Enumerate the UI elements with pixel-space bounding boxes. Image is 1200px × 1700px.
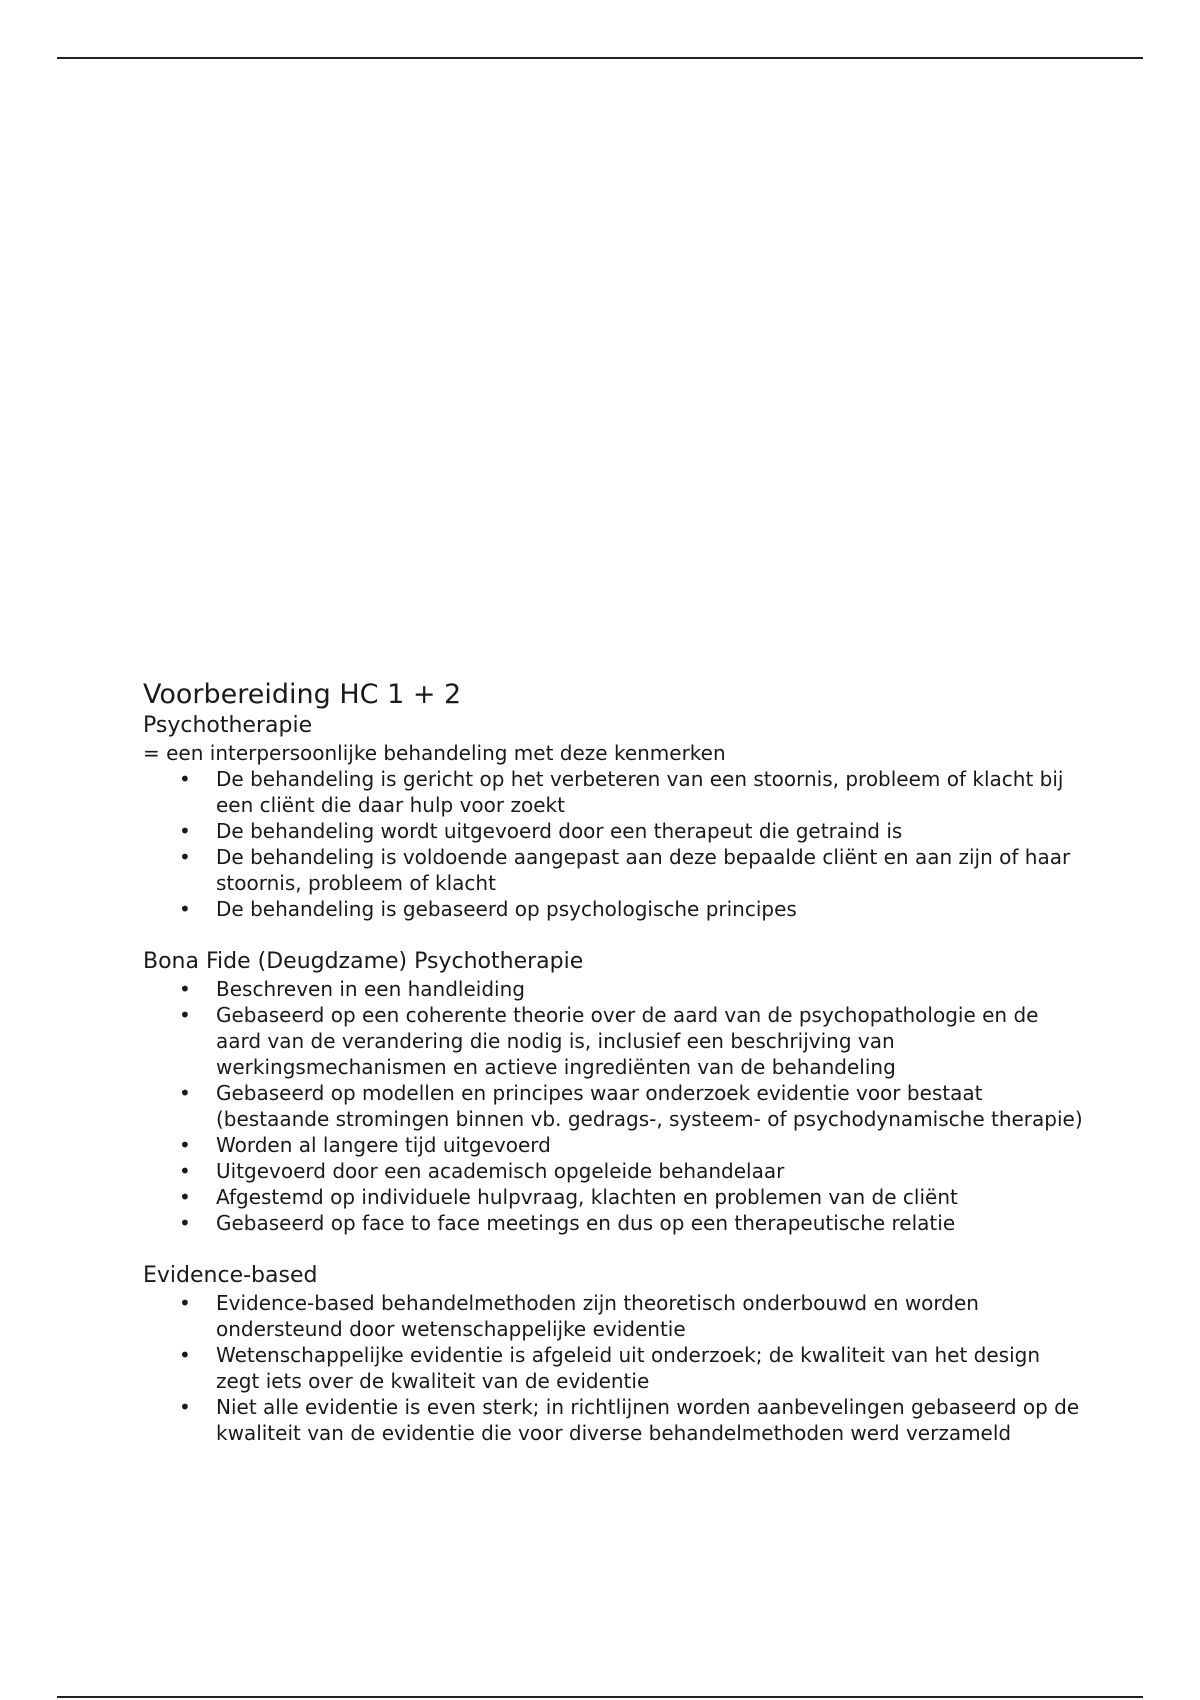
- list-item: [143, 844, 1083, 896]
- bullet-list: [143, 766, 1083, 922]
- list-item: [143, 1184, 1083, 1210]
- list-item-text: Niet alle evidentie is even sterk; in richtlijnen worden aanbevelingen gebaseerd op de kwaliteit van de evidentie die voor diverse behandelmethoden werd verzameld: [216, 1395, 1080, 1445]
- list-item-text: Evidence-based behandelmethoden zijn theoretisch onderbouwd en worden ondersteund door wetenschappelijke evidentie: [216, 1291, 979, 1341]
- list-item-text: De behandeling is voldoende aangepast aan deze bepaalde cliënt en aan zijn of haar stoornis, probleem of klacht: [216, 845, 1071, 895]
- list-item: [143, 1158, 1083, 1184]
- bullet-icon: •: [179, 1395, 191, 1419]
- bullet-icon: •: [179, 1159, 191, 1183]
- footer-rule: [57, 1696, 1143, 1698]
- bullet-icon: •: [179, 1133, 191, 1157]
- list-item-text: Wetenschappelijke evidentie is afgeleid uit onderzoek; de kwaliteit van het design zegt iets over de kwaliteit van de evidentie: [216, 1343, 1041, 1393]
- bullet-icon: •: [179, 1185, 191, 1209]
- list-item-text: Worden al langere tijd uitgevoerd: [216, 1133, 551, 1157]
- section-evidence-based: [143, 1262, 1083, 1446]
- bullet-icon: •: [179, 1081, 191, 1105]
- definition-text: = een interpersoonlijke behandeling met deze kenmerken: [143, 741, 726, 765]
- document-body: [143, 678, 1083, 1446]
- section-heading: Evidence-based: [143, 1263, 318, 1288]
- list-item-text: Uitgevoerd door een academisch opgeleide behandelaar: [216, 1159, 785, 1183]
- bullet-icon: •: [179, 845, 191, 869]
- bullet-icon: •: [179, 1343, 191, 1367]
- list-item-text: Beschreven in een handleiding: [216, 977, 525, 1001]
- bullet-icon: •: [179, 1291, 191, 1315]
- bullet-icon: •: [179, 819, 191, 843]
- list-item: [143, 1132, 1083, 1158]
- list-item: [143, 1290, 1083, 1342]
- list-item: [143, 1394, 1083, 1446]
- document-title: Voorbereiding HC 1 + 2: [143, 679, 462, 710]
- bullet-icon: •: [179, 977, 191, 1001]
- section-heading: Bona Fide (Deugdzame) Psychotherapie: [143, 949, 584, 974]
- list-item-text: Gebaseerd op een coherente theorie over de aard van de psychopathologie en de aard van de verandering die nodig is, inclusief een beschrijving van werkingsmechanismen en actieve ingrediënten van de behandeling: [216, 1003, 1039, 1079]
- list-item: [143, 1210, 1083, 1236]
- list-item: [143, 766, 1083, 818]
- header-rule: [57, 57, 1143, 59]
- list-item-text: Afgestemd op individuele hulpvraag, klachten en problemen van de cliënt: [216, 1185, 958, 1209]
- list-item: [143, 976, 1083, 1002]
- bullet-list: [143, 976, 1083, 1236]
- list-item: [143, 818, 1083, 844]
- bullet-icon: •: [179, 1003, 191, 1027]
- list-item-text: Gebaseerd op face to face meetings en dus op een therapeutische relatie: [216, 1211, 956, 1235]
- list-item: [143, 1080, 1083, 1132]
- list-item: [143, 1002, 1083, 1080]
- list-item: [143, 1342, 1083, 1394]
- list-item-text: De behandeling is gebaseerd op psychologische principes: [216, 897, 797, 921]
- section-bona-fide: [143, 948, 1083, 1236]
- list-item-text: De behandeling is gericht op het verbeteren van een stoornis, probleem of klacht bij een cliënt die daar hulp voor zoekt: [216, 767, 1064, 817]
- list-item-text: Gebaseerd op modellen en principes waar onderzoek evidentie voor bestaat (bestaande stromingen binnen vb. gedrags-, systeem- of psychodynamische therapie): [216, 1081, 1083, 1131]
- list-item-text: De behandeling wordt uitgevoerd door een therapeut die getraind is: [216, 819, 903, 843]
- section-psychotherapie: [143, 712, 1083, 922]
- section-heading: Psychotherapie: [143, 713, 313, 738]
- list-item: [143, 896, 1083, 922]
- bullet-list: [143, 1290, 1083, 1446]
- bullet-icon: •: [179, 1211, 191, 1235]
- bullet-icon: •: [179, 897, 191, 921]
- bullet-icon: •: [179, 767, 191, 791]
